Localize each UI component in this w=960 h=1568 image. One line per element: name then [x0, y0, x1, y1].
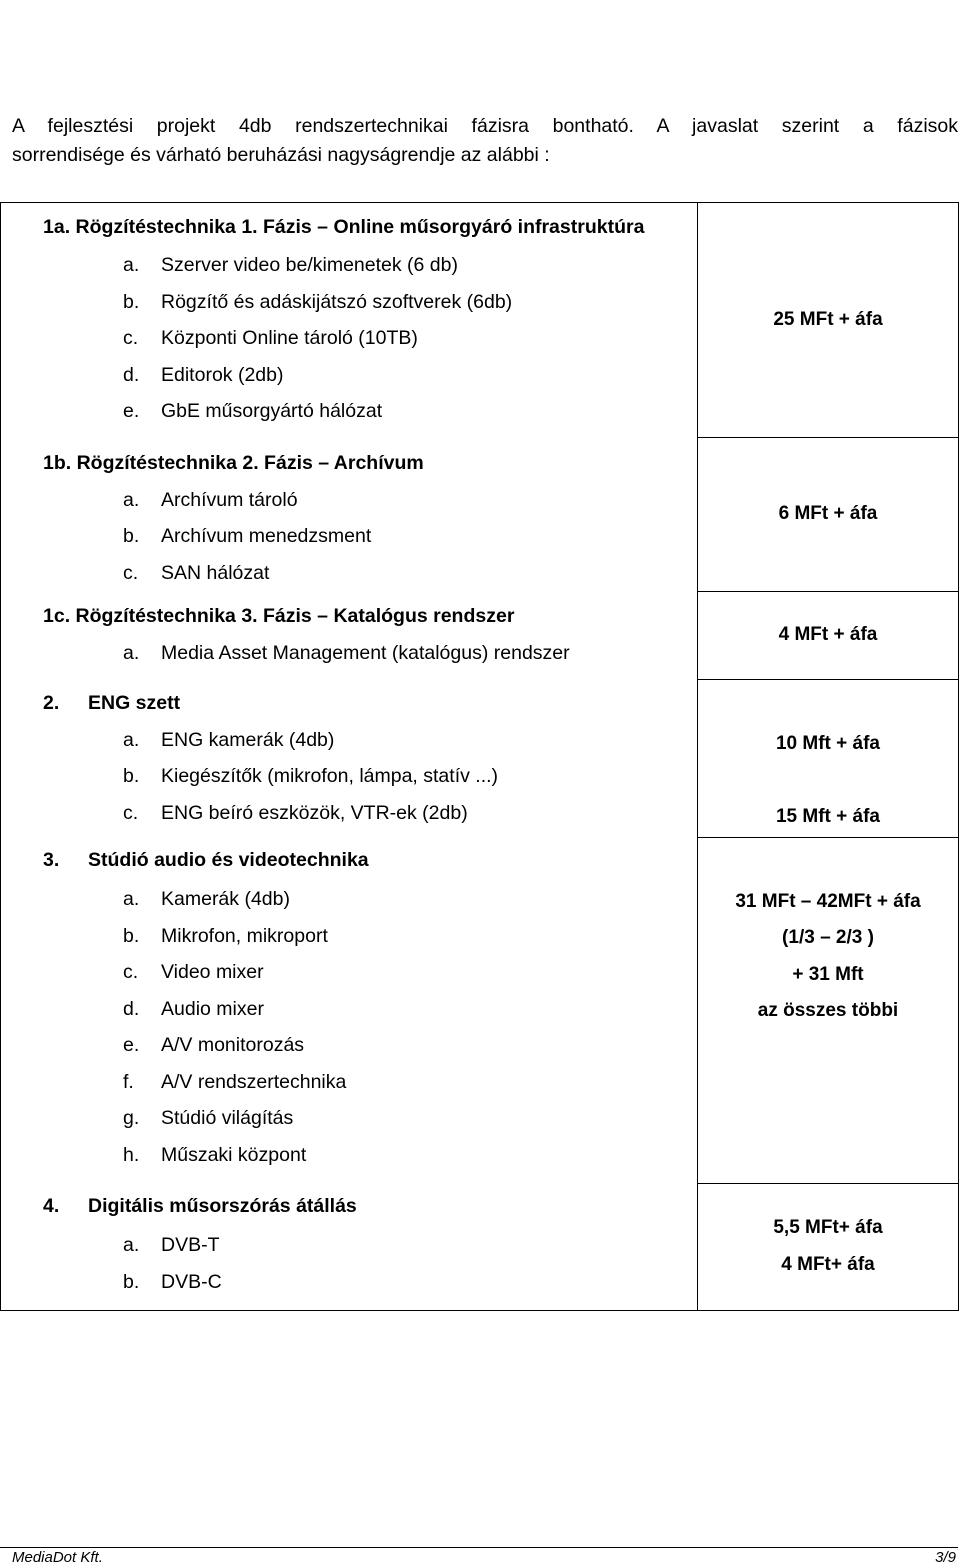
list-item: b. Rögzítő és adáskijátszó szoftverek (6db) — [123, 290, 513, 313]
cost-cell — [698, 438, 959, 592]
list-item: e. GbE műsorgyártó hálózat — [123, 400, 383, 422]
phase-cost-table — [0, 202, 959, 1311]
phase-cell — [1, 1183, 698, 1311]
cost-cell — [698, 591, 959, 680]
cost-value: (1/3 – 2/3 ) — [782, 927, 874, 948]
phase-title: 1b. Rögzítéstechnika 2. Fázis – Archívum — [43, 451, 424, 474]
cost-cell — [698, 680, 959, 838]
phase-cell — [1, 203, 698, 438]
cost-cell — [698, 203, 959, 438]
table-row — [1, 837, 959, 1183]
list-item: h. Műszaki központ — [123, 1143, 307, 1166]
list-item: a. Kamerák (4db) — [123, 888, 290, 910]
cost-value: 10 Mft + áfa — [775, 733, 880, 754]
cost-value: az összes többi — [757, 1000, 899, 1021]
table-row — [1, 203, 959, 438]
cost-value: 6 MFt + áfa — [778, 503, 878, 524]
footer-page-number: 3/9 — [935, 1549, 956, 1566]
list-item: c. Video mixer — [123, 961, 264, 983]
table-row — [1, 680, 959, 838]
list-item: a. DVB-T — [123, 1234, 220, 1256]
list-item: a. ENG kamerák (4db) — [123, 728, 335, 751]
phase-cell — [1, 438, 698, 592]
phase-cell — [1, 591, 698, 680]
list-item: b. Archívum menedzsment — [123, 525, 372, 547]
footer-company: MediaDot Kft. — [12, 1549, 103, 1566]
list-item: c. Központi Online tároló (10TB) — [123, 327, 418, 349]
cost-cell — [698, 837, 959, 1183]
list-item: a. Media Asset Management (katalógus) rendszer — [123, 642, 570, 664]
table-row — [1, 1183, 959, 1311]
cost-value: 31 MFt – 42MFt + áfa — [735, 890, 921, 912]
phase-title: 1a. Rögzítéstechnika 1. Fázis – Online műsorgyáró infrastruktúra — [43, 216, 645, 238]
phase-title: 1c. Rögzítéstechnika 3. Fázis – Katalógus rendszer — [43, 605, 515, 627]
phase-title: 3. Stúdió audio és videotechnika — [43, 849, 369, 871]
list-item: g. Stúdió világítás — [123, 1107, 294, 1129]
list-item: a. Szerver video be/kimenetek (6 db) — [123, 254, 458, 276]
cost-value: 4 MFt+ áfa — [781, 1253, 875, 1275]
list-item: b. DVB-C — [123, 1270, 222, 1293]
list-item: b. Kiegészítők (mikrofon, lámpa, statív ...) — [123, 765, 499, 787]
list-item: d. Audio mixer — [123, 997, 264, 1020]
intro-line-1: A fejlesztési projekt 4db rendszertechnikai fázisra bontható. A javaslat szerint a fázisok — [12, 115, 958, 137]
intro-line-2: sorrendisége és várható beruházási nagyságrendje az alábbi : — [12, 144, 550, 166]
intro-paragraph — [12, 112, 958, 170]
phase-title: 2. ENG szett — [43, 691, 181, 714]
cost-value: 15 Mft + áfa — [775, 805, 880, 827]
list-item: a. Archívum tároló — [123, 488, 298, 511]
list-item: c. ENG beíró eszközök, VTR-ek (2db) — [123, 801, 468, 824]
list-item: c. SAN hálózat — [123, 561, 270, 584]
footer-divider — [0, 1547, 958, 1548]
phase-cell — [1, 680, 698, 838]
cost-value: 5,5 MFt+ áfa — [773, 1217, 883, 1239]
list-item: b. Mikrofon, mikroport — [123, 924, 328, 947]
cost-cell — [698, 1183, 959, 1311]
table-row — [1, 438, 959, 592]
table-row — [1, 591, 959, 680]
list-item: d. Editorok (2db) — [123, 363, 284, 386]
cost-value: 4 MFt + áfa — [778, 624, 878, 645]
list-item: e. A/V monitorozás — [123, 1034, 305, 1056]
cost-value: + 31 Mft — [792, 963, 864, 985]
list-item: f. A/V rendszertechnika — [123, 1070, 347, 1093]
phase-cell — [1, 837, 698, 1183]
cost-value: 25 MFt + áfa — [773, 308, 883, 330]
phase-title: 4. Digitális műsorszórás átállás — [43, 1195, 357, 1217]
